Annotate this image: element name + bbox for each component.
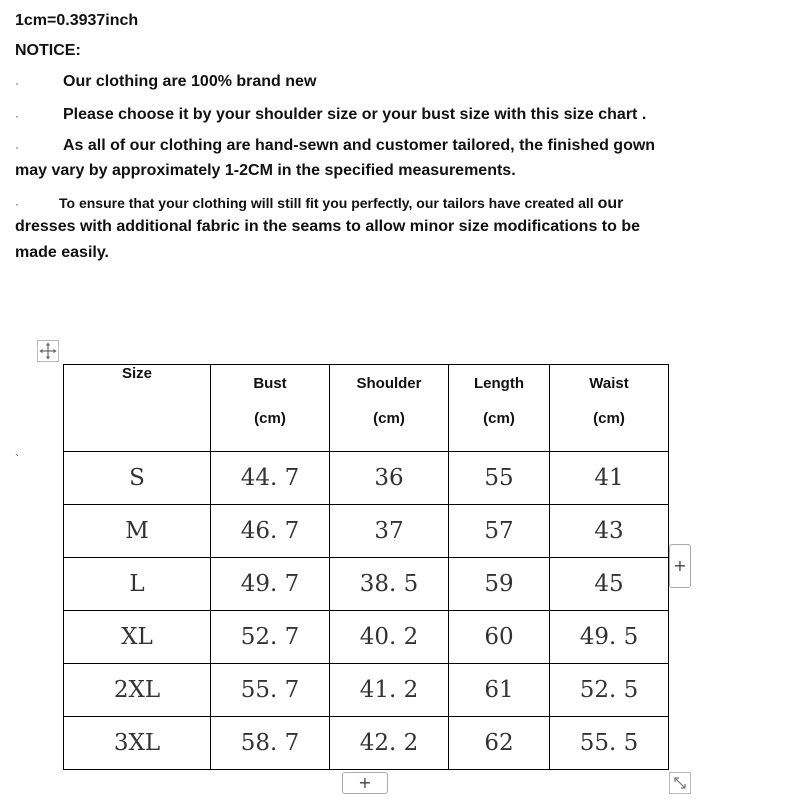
table-row <box>64 611 669 664</box>
resize-icon <box>670 773 690 793</box>
header-bust <box>211 365 330 452</box>
notice-item-1: Our clothing are 100% brand new <box>63 73 317 90</box>
cell-waist: 41 <box>550 452 669 505</box>
notice-item-4-text: To ensure that your clothing will still fit you perfectly, our tailors have created all <box>59 195 594 211</box>
cell-size: 2XL <box>64 664 211 717</box>
table-header-row <box>64 365 669 452</box>
size-chart-table <box>63 364 669 770</box>
cell-shoulder: 37 <box>330 505 449 558</box>
cell-shoulder: 40. 2 <box>330 611 449 664</box>
header-unit: (cm) <box>483 410 515 427</box>
notice-item-3-line-2: may vary by approximately 1-2CM in the specified measurements. <box>15 162 516 179</box>
bullet-mark: · <box>15 76 19 90</box>
cell-shoulder: 42. 2 <box>330 717 449 770</box>
stray-mark: ` <box>15 452 19 466</box>
cell-waist: 45 <box>550 558 669 611</box>
table-row <box>64 664 669 717</box>
table-resize-handle[interactable] <box>669 772 691 794</box>
cell-bust: 58. 7 <box>211 717 330 770</box>
cell-size: XL <box>64 611 211 664</box>
cell-bust: 55. 7 <box>211 664 330 717</box>
cell-length: 55 <box>449 452 550 505</box>
header-label: Waist <box>589 375 629 392</box>
notice-heading: NOTICE: <box>15 42 81 59</box>
table-move-handle[interactable] <box>37 340 59 362</box>
cell-waist: 55. 5 <box>550 717 669 770</box>
header-label: Size <box>121 365 152 382</box>
table-row <box>64 452 669 505</box>
header-size <box>64 365 211 452</box>
cell-waist: 49. 5 <box>550 611 669 664</box>
notice-item-2: Please choose it by your shoulder size or your bust size with this size chart . <box>63 106 647 123</box>
header-shoulder <box>330 365 449 452</box>
notice-item-4-line-3: made easily. <box>15 244 109 261</box>
bullet-mark: · <box>15 197 19 211</box>
cell-size: L <box>64 558 211 611</box>
conversion-note: 1cm=0.3937inch <box>15 12 139 29</box>
cell-size: M <box>64 505 211 558</box>
table-row <box>64 717 669 770</box>
header-unit: (cm) <box>373 410 405 427</box>
header-label: Shoulder <box>356 375 422 392</box>
add-column-button[interactable]: + <box>669 544 691 588</box>
cell-shoulder: 41. 2 <box>330 664 449 717</box>
cell-length: 62 <box>449 717 550 770</box>
header-label: Length <box>474 375 524 392</box>
header-unit: (cm) <box>593 410 625 427</box>
table-row <box>64 505 669 558</box>
cell-waist: 43 <box>550 505 669 558</box>
cell-length: 61 <box>449 664 550 717</box>
table-row <box>64 558 669 611</box>
cell-size: S <box>64 452 211 505</box>
cell-waist: 52. 5 <box>550 664 669 717</box>
cell-length: 59 <box>449 558 550 611</box>
notice-item-4-line-1 <box>59 195 623 213</box>
cell-length: 57 <box>449 505 550 558</box>
header-unit: (cm) <box>254 410 286 427</box>
move-icon <box>38 341 58 361</box>
cell-size: 3XL <box>64 717 211 770</box>
cell-bust: 49. 7 <box>211 558 330 611</box>
header-waist <box>550 365 669 452</box>
cell-bust: 44. 7 <box>211 452 330 505</box>
header-length <box>449 365 550 452</box>
add-row-button[interactable]: + <box>342 772 388 794</box>
cell-length: 60 <box>449 611 550 664</box>
bullet-mark: · <box>15 140 19 154</box>
cell-shoulder: 38. 5 <box>330 558 449 611</box>
notice-item-3-line-1: As all of our clothing are hand-sewn and customer tailored, the finished gown <box>63 137 656 154</box>
cell-bust: 46. 7 <box>211 505 330 558</box>
cell-bust: 52. 7 <box>211 611 330 664</box>
bullet-mark: · <box>15 109 19 123</box>
header-label: Bust <box>253 375 287 392</box>
cell-shoulder: 36 <box>330 452 449 505</box>
notice-item-4-our: our <box>597 195 624 212</box>
notice-item-4-line-2: dresses with additional fabric in the seams to allow minor size modifications to be <box>15 218 641 235</box>
